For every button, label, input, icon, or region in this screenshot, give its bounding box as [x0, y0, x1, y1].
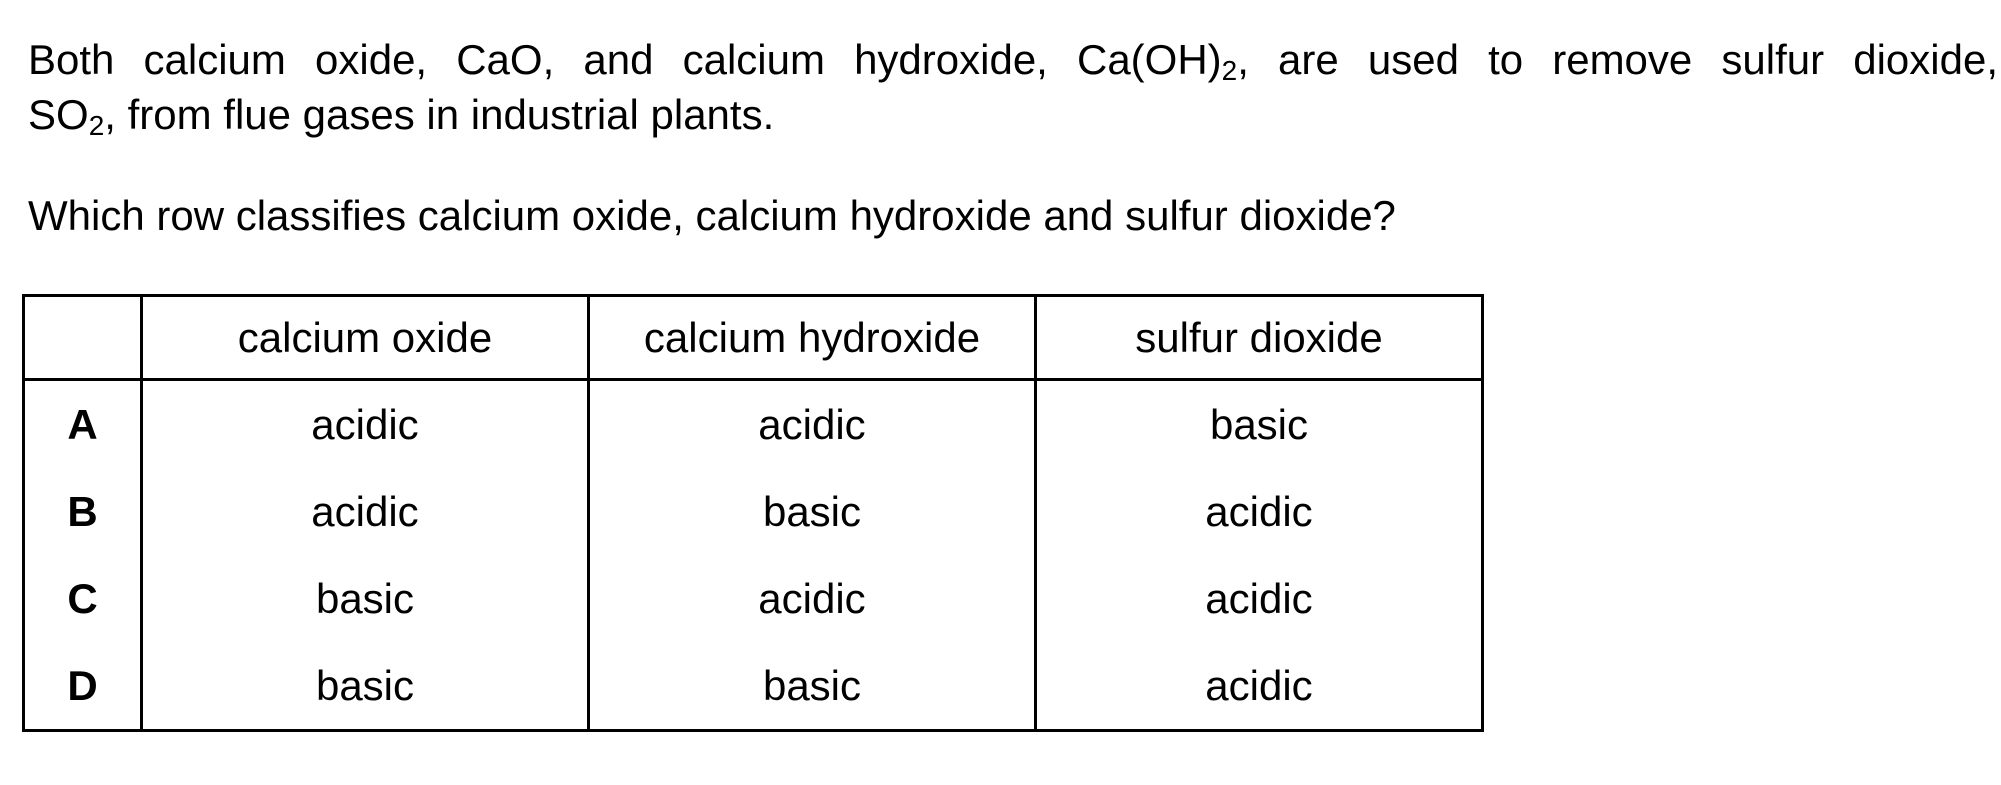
table-header-cell: calcium oxide — [142, 296, 589, 380]
option-letter: C — [24, 555, 142, 642]
table-cell: acidic — [142, 380, 589, 469]
table-header-row — [24, 296, 1483, 380]
question-text: , are used to remove sulfur dioxide, — [1237, 36, 1998, 83]
table-cell: basic — [1036, 380, 1483, 469]
question-text: Both calcium oxide, CaO, and calcium hydroxide, Ca(OH) — [28, 36, 1222, 83]
question-prompt: Which row classifies calcium oxide, calcium hydroxide and sulfur dioxide? — [28, 192, 1396, 239]
table-cell: acidic — [1036, 555, 1483, 642]
table-header-cell — [24, 296, 142, 380]
option-letter: A — [24, 380, 142, 469]
option-letter: D — [24, 642, 142, 731]
question-line-2 — [28, 87, 1998, 142]
table-cell: basic — [589, 642, 1036, 731]
option-letter: B — [24, 468, 142, 555]
table-header-cell: sulfur dioxide — [1036, 296, 1483, 380]
table-cell: acidic — [142, 468, 589, 555]
table-row — [24, 555, 1483, 642]
question-stem — [28, 32, 1998, 142]
table-row — [24, 642, 1483, 731]
question-text: , from flue gases in industrial plants. — [104, 91, 775, 138]
subscript: 2 — [1221, 55, 1238, 86]
table-cell: acidic — [589, 555, 1036, 642]
table-header-cell: calcium hydroxide — [589, 296, 1036, 380]
table-cell: acidic — [589, 380, 1036, 469]
answer-table — [22, 294, 1484, 732]
table-row — [24, 468, 1483, 555]
table-cell: basic — [589, 468, 1036, 555]
subscript: 2 — [88, 110, 105, 141]
table-cell: basic — [142, 642, 589, 731]
question-line-1 — [28, 32, 1998, 87]
question-text: SO — [28, 91, 89, 138]
table-row — [24, 380, 1483, 469]
table-cell: basic — [142, 555, 589, 642]
table-cell: acidic — [1036, 642, 1483, 731]
table-cell: acidic — [1036, 468, 1483, 555]
